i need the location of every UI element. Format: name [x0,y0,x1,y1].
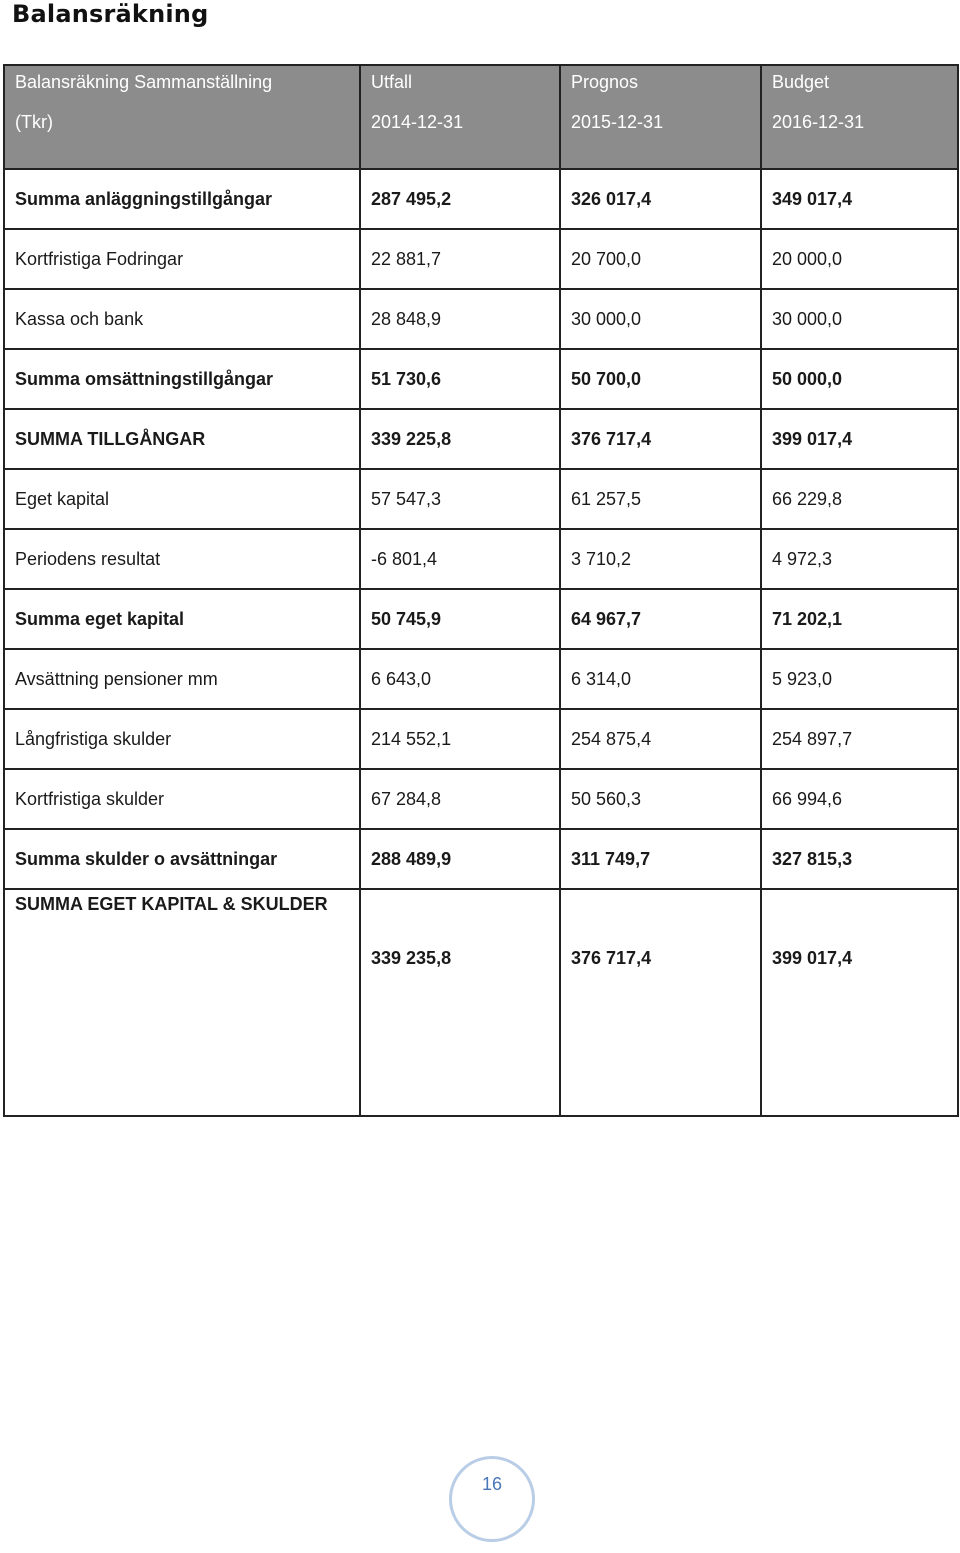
row-value-utfall: 57 547,3 [360,469,560,529]
page-number [449,1456,535,1542]
row-label: Långfristiga skulder [4,709,360,769]
table-header-row [4,65,958,169]
row-value-prognos: 311 749,7 [560,829,761,889]
table-row [4,649,958,709]
total-value-utfall: 339 235,8 [360,889,560,1116]
header-utfall-date: 2014-12-31 [371,112,464,132]
row-value-prognos: 61 257,5 [560,469,761,529]
table-row [4,169,958,229]
total-value-budget: 399 017,4 [761,889,958,1116]
table-row [4,709,958,769]
header-prognos-date: 2015-12-31 [571,112,664,132]
row-value-prognos: 50 560,3 [560,769,761,829]
row-value-utfall: 214 552,1 [360,709,560,769]
table-row [4,289,958,349]
row-value-prognos: 254 875,4 [560,709,761,769]
row-value-budget: 399 017,4 [761,409,958,469]
table-row [4,349,958,409]
row-value-prognos: 6 314,0 [560,649,761,709]
row-value-utfall: 51 730,6 [360,349,560,409]
row-value-utfall: 288 489,9 [360,829,560,889]
header-budget-date: 2016-12-31 [772,112,865,132]
row-value-prognos: 326 017,4 [560,169,761,229]
row-value-budget: 327 815,3 [761,829,958,889]
row-label: Summa eget kapital [4,589,360,649]
page-number-text: 16 [481,1473,503,1494]
header-prognos-cell [560,65,761,169]
total-label: SUMMA EGET KAPITAL & SKULDER [4,889,360,1116]
row-value-prognos: 3 710,2 [560,529,761,589]
row-value-budget: 66 994,6 [761,769,958,829]
table-row [4,409,958,469]
row-value-budget: 254 897,7 [761,709,958,769]
total-row [4,889,958,1116]
row-value-utfall: 28 848,9 [360,289,560,349]
table-row [4,589,958,649]
row-value-utfall: 6 643,0 [360,649,560,709]
header-utfall-cell [360,65,560,169]
table-row [4,469,958,529]
page-title: Balansräkning [12,0,209,28]
row-label: SUMMA TILLGÅNGAR [4,409,360,469]
row-label: Kortfristiga Fodringar [4,229,360,289]
header-label-line-1: Balansräkning Sammanställning [15,72,273,92]
header-label-cell [4,65,360,169]
row-value-budget: 20 000,0 [761,229,958,289]
row-value-prognos: 376 717,4 [560,409,761,469]
row-label: Summa anläggningstillgångar [4,169,360,229]
row-value-utfall: 67 284,8 [360,769,560,829]
row-label: Eget kapital [4,469,360,529]
row-value-prognos: 20 700,0 [560,229,761,289]
header-utfall-title: Utfall [371,72,413,92]
row-value-utfall: 50 745,9 [360,589,560,649]
row-value-budget: 66 229,8 [761,469,958,529]
row-value-budget: 50 000,0 [761,349,958,409]
row-value-utfall: -6 801,4 [360,529,560,589]
table-row [4,769,958,829]
balance-sheet-table [3,64,959,1117]
header-budget-cell [761,65,958,169]
row-value-budget: 349 017,4 [761,169,958,229]
header-budget-title: Budget [772,72,830,92]
row-value-budget: 4 972,3 [761,529,958,589]
row-label: Summa skulder o avsättningar [4,829,360,889]
row-label: Kortfristiga skulder [4,769,360,829]
header-prognos-title: Prognos [571,72,639,92]
row-value-budget: 5 923,0 [761,649,958,709]
row-value-prognos: 30 000,0 [560,289,761,349]
table-row [4,229,958,289]
row-label: Avsättning pensioner mm [4,649,360,709]
row-value-prognos: 64 967,7 [560,589,761,649]
row-value-utfall: 22 881,7 [360,229,560,289]
table-row [4,829,958,889]
row-label: Summa omsättningstillgångar [4,349,360,409]
row-value-utfall: 339 225,8 [360,409,560,469]
total-value-prognos: 376 717,4 [560,889,761,1116]
header-label-line-2: (Tkr) [15,112,53,132]
table-row [4,529,958,589]
row-label: Kassa och bank [4,289,360,349]
row-value-prognos: 50 700,0 [560,349,761,409]
row-value-utfall: 287 495,2 [360,169,560,229]
row-value-budget: 30 000,0 [761,289,958,349]
row-value-budget: 71 202,1 [761,589,958,649]
row-label: Periodens resultat [4,529,360,589]
